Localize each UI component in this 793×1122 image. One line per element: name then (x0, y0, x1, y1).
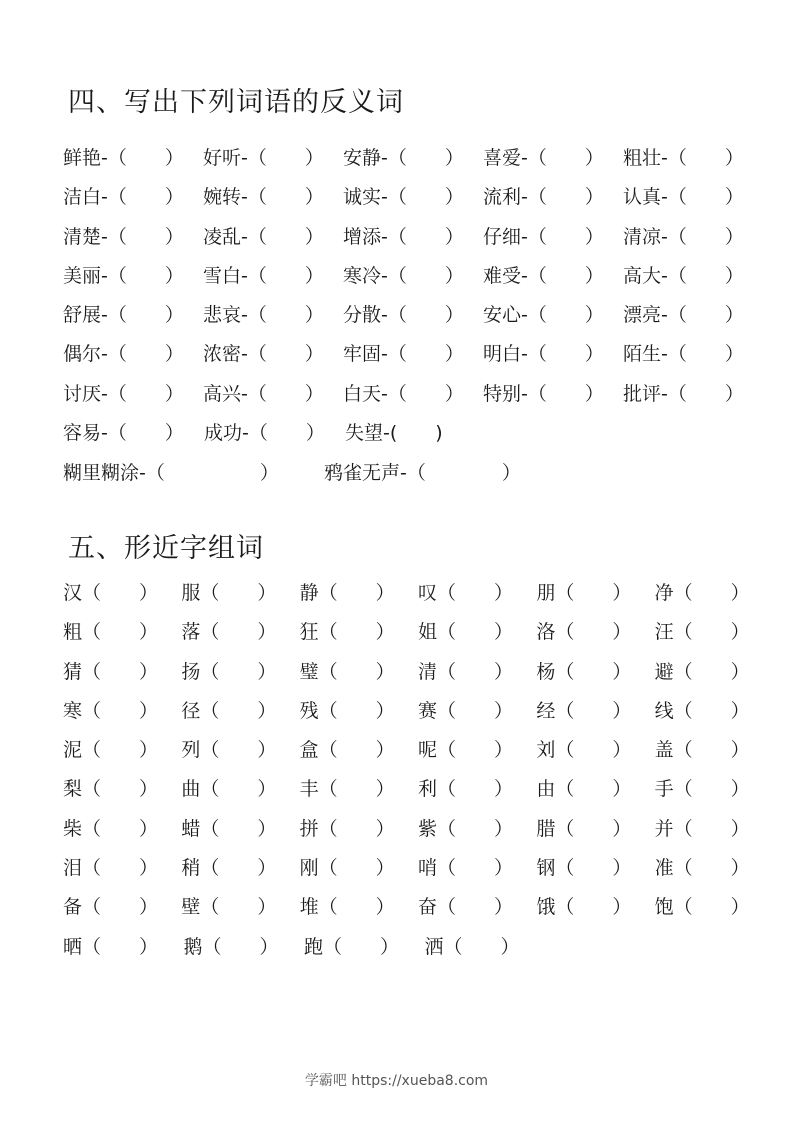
similar-char-item: 梨（ ） (63, 778, 159, 801)
similar-char-item: 壁（ ） (181, 896, 277, 919)
antonym-item-row (63, 261, 763, 300)
antonym-item: 陌生-（ ） (623, 343, 744, 366)
idiom-row (63, 458, 521, 488)
antonym-item: 粗壮-（ ） (623, 147, 744, 169)
antonym-item: 婉转-（ ） (203, 186, 324, 209)
similar-char-item: 汉（ ） (63, 582, 159, 604)
similar-char-item: 静（ ） (299, 582, 395, 604)
similar-char-item: 钢（ ） (536, 857, 632, 880)
similar-char-item: 残（ ） (299, 699, 395, 722)
similar-char-item: 净（ ） (654, 582, 750, 604)
similar-char-item: 避（ ） (654, 660, 750, 683)
similar-char-item: 狂（ ） (299, 621, 395, 644)
similar-char-item: 清（ ） (417, 660, 513, 683)
antonym-item: 认真-（ ） (623, 186, 744, 209)
similar-char-item: 由（ ） (536, 778, 632, 801)
similar-char-item: 曲（ ） (181, 778, 277, 801)
footer-watermark: 学霸吧 https://xueba8.com (304, 1073, 489, 1089)
antonym-item: 成功-（ ） (204, 422, 325, 445)
antonym-item: 喜爱-（ ） (483, 147, 604, 169)
similar-char-item: 洛（ ） (536, 621, 632, 644)
similar-char-item: 奋（ ） (417, 896, 513, 919)
similar-char-item-row (63, 696, 773, 735)
antonym-item: 漂亮-（ ） (623, 304, 744, 327)
antonym-grid (63, 143, 763, 457)
antonym-item: 特别-（ ） (483, 382, 604, 405)
antonym-item-row (63, 300, 763, 339)
antonym-item: 讨厌-（ ） (63, 382, 184, 405)
similar-char-item: 璧（ ） (299, 660, 395, 683)
antonym-item: 失望-( ) (345, 422, 443, 445)
antonym-item: 悲哀-（ ） (203, 304, 324, 327)
antonym-item: 偶尔-（ ） (63, 343, 184, 366)
similar-char-item: 叹（ ） (417, 582, 513, 604)
antonym-item-row (63, 379, 763, 418)
section-5-title: 五、形近字组词 (68, 533, 264, 564)
similar-char-item: 姐（ ） (417, 621, 513, 644)
similar-char-item: 杨（ ） (536, 660, 632, 683)
antonym-item-row (63, 418, 763, 457)
similar-char-item: 跑（ ） (304, 935, 400, 958)
similar-char-item-row (63, 853, 773, 892)
antonym-item: 牢固-（ ） (343, 343, 464, 366)
antonym-item: 洁白-（ ） (63, 186, 184, 209)
idiom-item: 鸦雀无声-（ ） (324, 462, 521, 484)
antonym-item: 美丽-（ ） (63, 264, 184, 287)
antonym-item-row (63, 222, 763, 261)
antonym-item: 鲜艳-（ ） (63, 147, 184, 169)
similar-char-item: 准（ ） (654, 857, 750, 880)
antonym-item: 流利-（ ） (483, 186, 604, 209)
antonym-item: 增添-（ ） (343, 225, 464, 248)
similar-char-item: 落（ ） (181, 621, 277, 644)
similar-char-item: 朋（ ） (536, 582, 632, 604)
similar-char-item: 并（ ） (654, 817, 750, 840)
section-4-title: 四、写出下列词语的反义词 (68, 87, 404, 118)
similar-char-item: 蜡（ ） (181, 817, 277, 840)
similar-char-item: 紫（ ） (417, 817, 513, 840)
similar-char-item: 粗（ ） (63, 621, 159, 644)
similar-char-item: 腊（ ） (536, 817, 632, 840)
similar-char-item-row (63, 657, 773, 696)
similar-char-item-row (63, 814, 773, 853)
idiom-item: 糊里糊涂-（ ） (63, 462, 279, 484)
similar-char-item: 扬（ ） (181, 660, 277, 683)
similar-char-item: 洒（ ） (424, 935, 520, 958)
similar-char-item: 刚（ ） (299, 857, 395, 880)
similar-char-item-row (63, 578, 773, 617)
similar-char-item: 盖（ ） (654, 739, 750, 762)
similar-char-item: 刘（ ） (536, 739, 632, 762)
similar-char-item: 堆（ ） (299, 896, 395, 919)
antonym-item: 寒冷-（ ） (343, 264, 464, 287)
antonym-item-row (63, 182, 763, 221)
similar-char-item: 拼（ ） (299, 817, 395, 840)
antonym-item: 容易-（ ） (63, 422, 184, 445)
antonym-item: 分散-（ ） (343, 304, 464, 327)
similar-char-item: 泥（ ） (63, 739, 159, 762)
antonym-item: 安静-（ ） (343, 147, 464, 169)
similar-char-item: 寒（ ） (63, 699, 159, 722)
similar-char-item: 列（ ） (181, 739, 277, 762)
similar-char-item: 稍（ ） (181, 857, 277, 880)
similar-char-item-row (63, 892, 773, 931)
similar-char-item: 饱（ ） (654, 896, 750, 919)
antonym-item: 仔细-（ ） (483, 225, 604, 248)
antonym-item: 清凉-（ ） (623, 225, 744, 248)
similar-char-item: 柴（ ） (63, 817, 159, 840)
similar-char-item-row (63, 774, 773, 813)
similar-char-item: 泪（ ） (63, 857, 159, 880)
similar-char-item-row (63, 932, 773, 971)
similar-char-item: 利（ ） (417, 778, 513, 801)
antonym-item: 舒展-（ ） (63, 304, 184, 327)
similar-char-item: 盒（ ） (299, 739, 395, 762)
antonym-item: 凌乱-（ ） (203, 225, 324, 248)
antonym-item: 安心-（ ） (483, 304, 604, 327)
antonym-item: 诚实-（ ） (343, 186, 464, 209)
similar-char-item-row (63, 735, 773, 774)
similar-char-item: 线（ ） (654, 699, 750, 722)
similar-char-grid (63, 578, 773, 971)
similar-char-item: 晒（ ） (63, 935, 159, 958)
similar-char-item: 饿（ ） (536, 896, 632, 919)
similar-char-item-row (63, 617, 773, 656)
antonym-item: 明白-（ ） (483, 343, 604, 366)
antonym-item: 清楚-（ ） (63, 225, 184, 248)
similar-char-item: 经（ ） (536, 699, 632, 722)
similar-char-item: 汪（ ） (654, 621, 750, 644)
similar-char-item: 手（ ） (654, 778, 750, 801)
similar-char-item: 丰（ ） (299, 778, 395, 801)
antonym-item: 批评-（ ） (623, 382, 744, 405)
antonym-item: 雪白-（ ） (203, 264, 324, 287)
antonym-item-row (63, 143, 763, 182)
antonym-item: 好听-（ ） (203, 147, 324, 169)
similar-char-item: 备（ ） (63, 896, 159, 919)
antonym-item: 浓密-（ ） (203, 343, 324, 366)
similar-char-item: 赛（ ） (417, 699, 513, 722)
antonym-item: 白天-（ ） (343, 382, 464, 405)
similar-char-item: 径（ ） (181, 699, 277, 722)
similar-char-item: 服（ ） (181, 582, 277, 604)
similar-char-item: 猜（ ） (63, 660, 159, 683)
antonym-item: 高大-（ ） (623, 264, 744, 287)
similar-char-item: 呢（ ） (417, 739, 513, 762)
similar-char-item: 鹅（ ） (183, 935, 279, 958)
antonym-item: 难受-（ ） (483, 264, 604, 287)
antonym-item-row (63, 339, 763, 378)
antonym-item: 高兴-（ ） (203, 382, 324, 405)
similar-char-item: 哨（ ） (417, 857, 513, 880)
